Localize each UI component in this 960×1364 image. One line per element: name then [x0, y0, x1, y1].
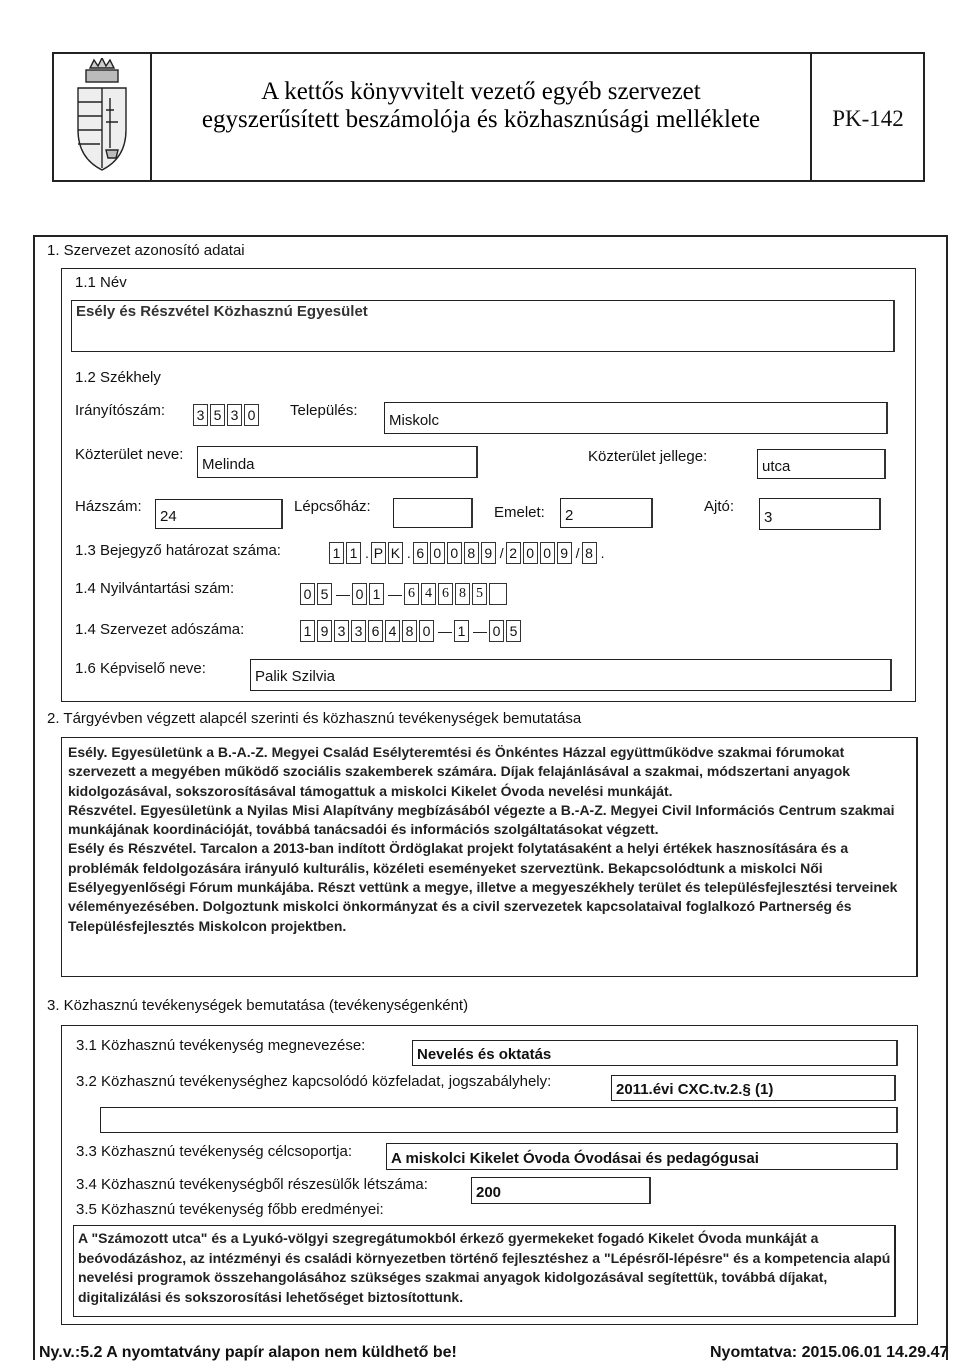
target-group-field[interactable]: A miskolci Kikelet Óvoda Óvodásai és pedagógusai: [386, 1143, 898, 1170]
zip-label: Irányítószám:: [75, 402, 166, 419]
street-field[interactable]: Melinda: [197, 446, 478, 478]
results-text: A "Számozott utca" és a Lyukó-völgyi szegregátumokból érkező gyermekeket fogadó Kikelet Óvoda munkáját a beóvodázáshoz, az intézményi és családi környezetben történő fejlesztéshez a "Lépésről-lépésre" és a kompetencia alapú nevelési programok összehangolásához szükséges szakmai anyagok kidolgozásával segítettük, továbbá díjakat, digitalizálási és sokszorosítási lehetőséget biztosítottunk.: [78, 1230, 891, 1305]
reg-separator: .: [600, 545, 605, 561]
activity-paragraph: Részvétel. Egyesületünk a Nyilas Misi Alapítvány megbízásából végezte a B.-A-Z. Megyei Civil Információs Centrum szakmai munkájának koordinációját, továbbá tanácsadói és információs szolgáltatásokat végzett.: [68, 801, 895, 838]
public-task-label: 3.2 Közhasznú tevékenységhez kapcsolódó közfeladat, jogszabályhely:: [76, 1073, 552, 1090]
street-type-label: Közterület jellege:: [588, 448, 708, 465]
reg-digit[interactable]: 9: [557, 542, 572, 564]
door-field[interactable]: 3: [759, 498, 881, 530]
rep-field[interactable]: Palik Szilvia: [250, 659, 892, 691]
reg-separator: .: [365, 545, 369, 561]
reg-digit[interactable]: 6: [413, 542, 428, 564]
reg-digit[interactable]: 0: [523, 542, 538, 564]
tax-separator: —: [438, 623, 452, 639]
reg-digit[interactable]: 9: [481, 542, 496, 564]
registry-digit[interactable]: 5: [317, 583, 332, 605]
zip-digit[interactable]: 0: [244, 404, 259, 426]
zip-digit[interactable]: 5: [210, 404, 225, 426]
rep-label: 1.6 Képviselő neve:: [75, 660, 206, 677]
tax-digit[interactable]: 9: [317, 620, 332, 642]
reg-digit[interactable]: 0: [540, 542, 555, 564]
footer-print-date: Nyomtatva: 2015.06.01 14.29.47: [710, 1344, 949, 1361]
tax-digits[interactable]: [300, 620, 523, 642]
door-label: Ajtó:: [704, 498, 735, 515]
form-title-line1: A kettős könyvvitelt vezető egyéb szervezet: [261, 78, 701, 105]
coat-of-arms-icon: [70, 58, 134, 176]
tax-digit[interactable]: 0: [489, 620, 504, 642]
registry-digits[interactable]: [300, 583, 509, 605]
stair-label: Lépcsőház:: [294, 498, 371, 515]
reg-separator: .: [406, 545, 411, 561]
reg-decision-digits[interactable]: [329, 542, 606, 564]
registry-separator: —: [388, 586, 402, 602]
registry-digit[interactable]: 0: [352, 583, 367, 605]
city-label: Település:: [290, 402, 358, 419]
registry-digit[interactable]: [489, 583, 507, 605]
seat-label: 1.2 Székhely: [75, 369, 161, 386]
reg-digit[interactable]: 8: [582, 542, 597, 564]
street-label: Közterület neve:: [75, 446, 184, 463]
tax-digit[interactable]: 1: [300, 620, 315, 642]
name-label: 1.1 Név: [75, 274, 127, 291]
zip-digit[interactable]: 3: [193, 404, 208, 426]
tax-digit[interactable]: 0: [419, 620, 434, 642]
street-type-field[interactable]: utca: [757, 449, 886, 479]
registry-digit[interactable]: 4: [421, 583, 436, 605]
beneficiary-count-field[interactable]: 200: [471, 1177, 651, 1204]
tax-digit[interactable]: 8: [402, 620, 417, 642]
public-task-field[interactable]: 2011.évi CXC.tv.2.§ (1): [611, 1075, 896, 1101]
reg-digit[interactable]: 2: [506, 542, 521, 564]
house-field[interactable]: 24: [155, 499, 283, 529]
footer-notice: Ny.v.:5.2 A nyomtatvány papír alapon nem küldhető be!: [39, 1344, 457, 1361]
target-group-label: 3.3 Közhasznú tevékenység célcsoportja:: [76, 1143, 352, 1160]
activity-paragraph: Esély és Részvétel. Tarcalon a 2013-ban indított Ördöglakat projekt folytatásaként a helyi értékek hasznosítására és a problémák feldolgozására irányuló kulturális, közéleti eseményeket szerveztünk. Bekapcsolódtunk a miskolci Női Esélyegyenlőségi Fórum munkájába. Részt vettünk a megye, illetve a megyeszékhely terület és településfejlesztési terveinek véleményezésében. Dolgoztunk miskolci önkormányzat és a civil szervezetek kapcsolataival foglalkozó Partnerség és Településfejlesztés Miskolcon projektben.: [68, 840, 898, 934]
zip-digits[interactable]: [193, 404, 261, 426]
reg-digit[interactable]: 1: [329, 542, 344, 564]
section3-title: 3. Közhasznú tevékenységek bemutatása (tevékenységenként): [47, 997, 469, 1014]
registry-digit[interactable]: 1: [369, 583, 384, 605]
floor-label: Emelet:: [494, 504, 545, 521]
reg-digit[interactable]: 8: [464, 542, 479, 564]
beneficiary-count-label: 3.4 Közhasznú tevékenységből részesülők létszáma:: [76, 1176, 428, 1193]
tax-digit[interactable]: 1: [454, 620, 469, 642]
name-field[interactable]: Esély és Részvétel Közhasznú Egyesület: [71, 300, 895, 352]
registry-digit[interactable]: 6: [438, 583, 453, 605]
tax-digit[interactable]: 3: [334, 620, 349, 642]
reg-digit[interactable]: 0: [447, 542, 462, 564]
activity-paragraph: Esély. Egyesületünk a B.-A.-Z. Megyei Család Esélyteremtési és Önkéntes Házzal együttműködve szakmai fórumokat szervezett a megyében működő szociális szakemberek számára. Díjak felajánlásával a szakmai, módszertani anyagok kidolgozásával, sokszorosításával támogattuk a miskolci Kikelet Óvoda nevelési munkáját.: [68, 744, 851, 799]
activity-name-field[interactable]: Nevelés és oktatás: [412, 1040, 898, 1066]
tax-digit[interactable]: 6: [368, 620, 383, 642]
reg-digit[interactable]: 1: [346, 542, 361, 564]
registry-digit[interactable]: 8: [455, 583, 470, 605]
reg-digit[interactable]: 0: [430, 542, 445, 564]
section2-title: 2. Tárgyévben végzett alapcél szerinti és közhasznú tevékenységek bemutatása: [47, 710, 582, 727]
tax-label: 1.4 Szervezet adószáma:: [75, 621, 245, 638]
zip-digit[interactable]: 3: [227, 404, 242, 426]
registry-separator: —: [336, 586, 350, 602]
form-title-line2: egyszerűsített beszámolója és közhasznúsági melléklete: [201, 106, 761, 133]
registry-digit[interactable]: 0: [300, 583, 315, 605]
floor-field[interactable]: 2: [560, 498, 653, 528]
public-task-field-2[interactable]: [100, 1107, 898, 1133]
section1-title: 1. Szervezet azonosító adatai: [47, 242, 245, 259]
results-label: 3.5 Közhasznú tevékenység főbb eredményei:: [76, 1201, 384, 1218]
form-code: PK-142: [832, 106, 904, 131]
reg-digit[interactable]: K: [388, 542, 403, 564]
reg-decision-label: 1.3 Bejegyző határozat száma:: [75, 542, 281, 559]
registry-label: 1.4 Nyilvántartási szám:: [75, 580, 235, 597]
reg-separator: /: [499, 545, 504, 561]
city-field[interactable]: Miskolc: [384, 402, 888, 434]
tax-separator: —: [473, 623, 487, 639]
tax-digit[interactable]: 3: [351, 620, 366, 642]
reg-separator: /: [575, 545, 580, 561]
activity-name-label: 3.1 Közhasznú tevékenység megnevezése:: [76, 1037, 366, 1054]
stair-field[interactable]: [393, 498, 473, 528]
reg-digit[interactable]: P: [371, 542, 386, 564]
form-title: [152, 78, 810, 134]
tax-digit[interactable]: 4: [385, 620, 400, 642]
tax-digit[interactable]: 5: [506, 620, 521, 642]
registry-digit[interactable]: 5: [472, 583, 487, 605]
section2-text: [68, 743, 913, 936]
house-label: Házszám:: [75, 498, 142, 515]
registry-digit[interactable]: 6: [404, 583, 419, 605]
